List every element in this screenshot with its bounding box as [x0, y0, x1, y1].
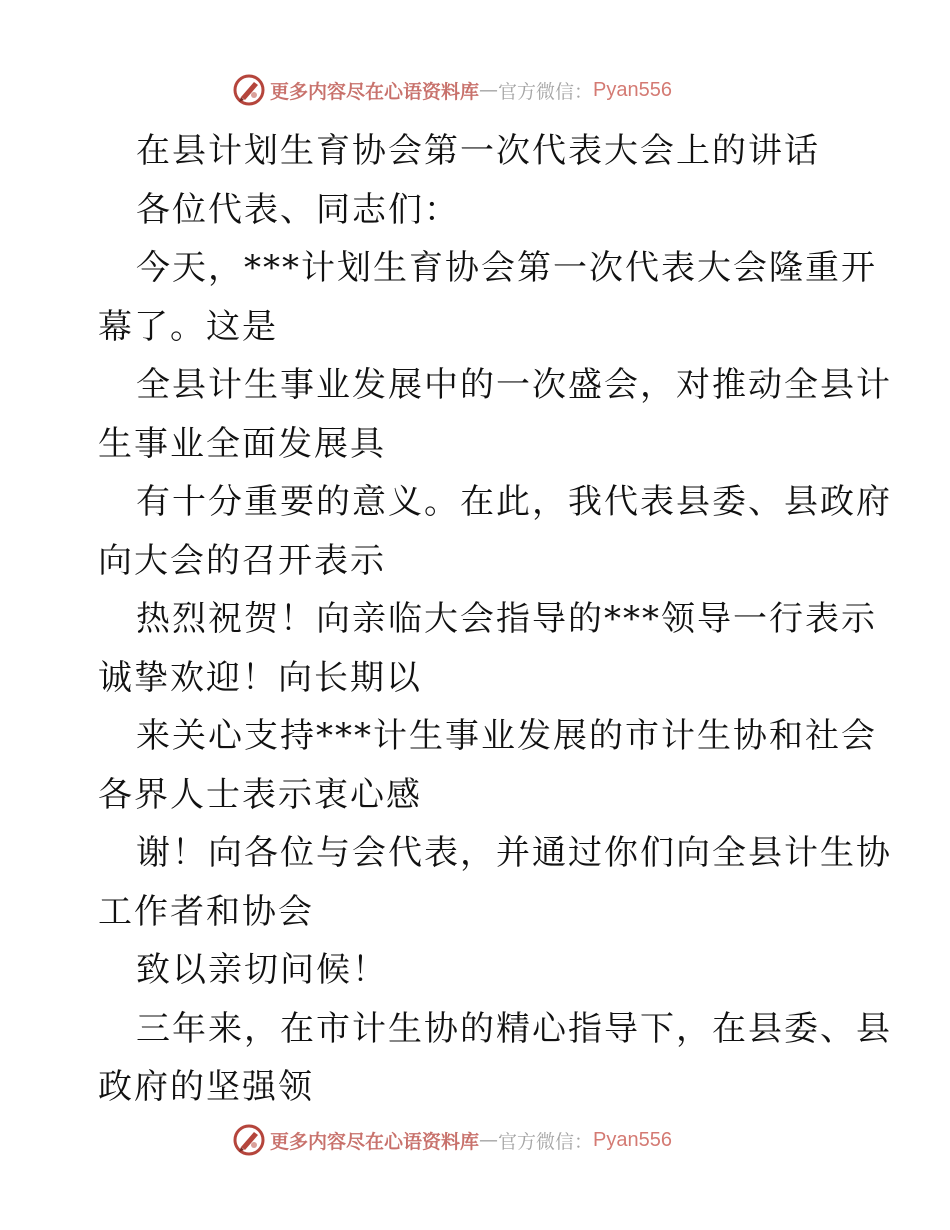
text-line: 全县计生事业发展中的一次盛会，对推动全县计 [136, 365, 892, 405]
header-banner [232, 72, 672, 108]
text-line: 三年来，在市计生协的精心指导下，在县委、县 [136, 1008, 892, 1049]
banner-separator: — [479, 79, 499, 101]
banner-separator: — [479, 1129, 499, 1151]
text-line: 向大会的召开表示 [98, 540, 386, 581]
text-line: 致以亲切问候！ [136, 950, 388, 990]
brand-text: 更多内容尽在心语资料库 [270, 1130, 480, 1153]
text-line: 谢！向各位与会代表，并通过你们向全县计生协 [136, 833, 892, 873]
document-body [98, 122, 892, 1117]
text-line: 政府的坚强领 [98, 1067, 314, 1107]
text-line: 今天，***计划生育协会第一次代表大会隆重开 [136, 248, 877, 288]
brand-logo-icon [232, 73, 266, 107]
salutation: 各位代表、同志们： [136, 189, 460, 230]
document-title: 在县计划生育协会第一次代表大会上的讲话 [136, 131, 820, 171]
wechat-label: 官方微信： [498, 80, 594, 103]
footer-banner [232, 1122, 672, 1158]
wechat-id: Pyan556 [593, 1128, 672, 1151]
text-line: 热烈祝贺！向亲临大会指导的***领导一行表示 [136, 599, 877, 639]
text-line: 工作者和协会 [98, 891, 314, 932]
text-line: 来关心支持***计生事业发展的市计生协和社会 [136, 716, 877, 756]
wechat-id: Pyan556 [593, 78, 672, 101]
text-line: 有十分重要的意义。在此，我代表县委、县政府 [136, 482, 892, 522]
brand-logo-icon [232, 1123, 266, 1157]
text-line: 诚挚欢迎！向长期以 [98, 657, 422, 698]
wechat-label: 官方微信： [498, 1130, 594, 1153]
text-line: 生事业全面发展具 [98, 423, 386, 464]
text-line: 幕了。这是 [98, 306, 278, 347]
text-line: 各界人士表示衷心感 [98, 774, 422, 815]
brand-text: 更多内容尽在心语资料库 [270, 80, 480, 103]
